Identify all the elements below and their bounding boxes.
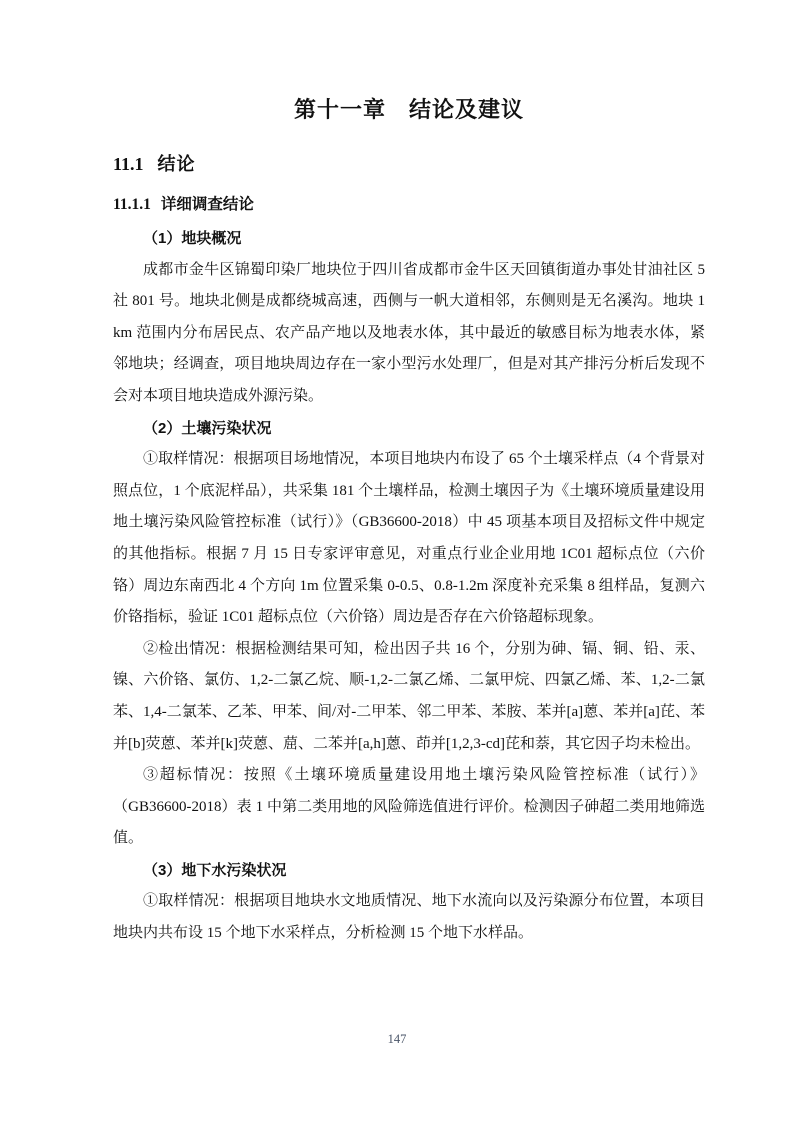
paragraph-soil-exceedance: ③超标情况：按照《土壤环境质量建设用地土壤污染风险管控标准（试行）》（GB36600-2018）表 1 中第二类用地的风险筛选值进行评价。检测因子砷超二类用地筛选值。 bbox=[113, 767, 705, 847]
part-heading-groundwater-pollution: （3）地下水污染状况 bbox=[143, 861, 287, 879]
document-body bbox=[113, 223, 705, 950]
paragraph-site-overview: 成都市金牛区锦蜀印染厂地块位于四川省成都市金牛区天回镇街道办事处甘油社区 5 社 801 号。地块北侧是成都绕城高速，西侧与一帆大道相邻，东侧则是无名溪沟。地块 1 km 范围内分布居民点、农产品产地以及地表水体，其中最近的敏感目标为地表水体，紧邻地块；经调查，项目地块周边存在一家小型污水处理厂，但是对其产排污分析后发现不会对本项目地块造成外源污染。 bbox=[113, 261, 705, 404]
subsection-title: 详细调查结论 bbox=[160, 196, 254, 213]
subsection-number: 11.1.1 bbox=[113, 196, 151, 213]
paragraph-soil-detection: ②检出情况：根据检测结果可知，检出因子共 16 个，分别为砷、镉、铜、铅、汞、镍、六价铬、氯仿、1,2-二氯乙烷、顺-1,2-二氯乙烯、二氯甲烷、四氯乙烯、苯、1,2-二氯苯、1,4-二氯苯、乙苯、甲苯、间/对-二甲苯、邻二甲苯、苯胺、苯并[a]蒽、苯并[a]芘、苯并[b]荧蒽、苯并[k]荧蒽、䓛、二苯并[a,h]蒽、茚并[1,2,3-cd]芘和萘，其它因子均未检出。 bbox=[113, 640, 705, 752]
paragraph-soil-sampling: ①取样情况：根据项目场地情况，本项目地块内布设了 65 个土壤采样点（4 个背景对照点位，1 个底泥样品），共采集 181 个土壤样品，检测土壤因子为《土壤环境质量建设用地土壤污染风险管控标准（试行）》（GB36600-2018）中 45 项基本项目及招标文件中规定的其他指标。根据 7 月 15 日专家评审意见，对重点行业企业用地 1C01 超标点位（六价铬）周边东南西北 4 个方向 1m 位置采集 0-0.5、0.8-1.2m 深度补充采集 8 组样品，复测六价铬指标，验证 1C01 超标点位（六价铬）周边是否存在六价铬超标现象。 bbox=[113, 451, 705, 626]
chapter-title: 第十一章 结论及建议 bbox=[293, 97, 524, 122]
paragraph-groundwater-sampling: ①取样情况：根据项目地块水文地质情况、地下水流向以及污染源分布位置，本项目地块内共布设 15 个地下水采样点，分析检测 15 个地下水样品。 bbox=[113, 893, 705, 942]
part-heading-soil-pollution: （2）土壤污染状况 bbox=[143, 419, 272, 437]
section-number: 11.1 bbox=[113, 154, 144, 174]
page-number: 147 bbox=[387, 1032, 407, 1046]
section-heading bbox=[113, 151, 705, 177]
part-heading-site-overview: （1）地块概况 bbox=[143, 230, 242, 247]
section-title: 结论 bbox=[157, 154, 196, 174]
subsection-heading bbox=[113, 193, 705, 217]
